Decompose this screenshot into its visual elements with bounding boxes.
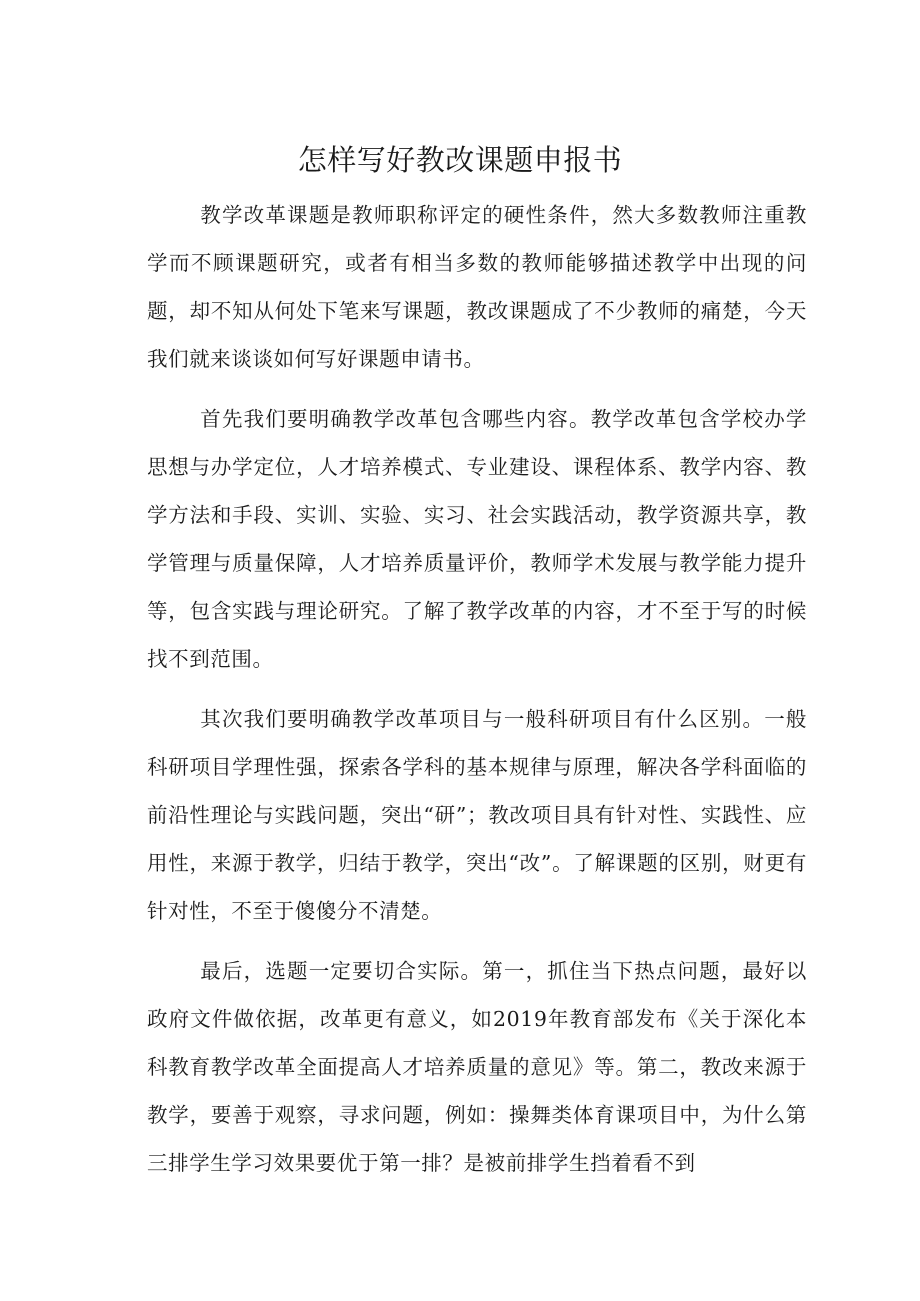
paragraph-topic-selection: 最后，选题一定要切合实际。第一，抓住当下热点问题，最好以政府文件做依据，改革更有意义，如2019年教育部发布《关于深化本科教育教学改革全面提高人才培养质量的意见》等。第二，教改来源于教学，要善于观察，寻求问题，例如：操舞类体育课项目中，为什么第三排学生学习效果要优于第一排？是被前排学生挡着看不到 [147, 959, 807, 1175]
paragraph-reform-content: 首先我们要明确教学改革包含哪些内容。教学改革包含学校办学思想与办学定位，人才培养模式、专业建设、课程体系、教学内容、教学方法和手段、实训、实验、实习、社会实践活动，教学资源共享，教学管理与质量保障，人才培养质量评价，教师学术发展与教学能力提升等，包含实践与理论研究。了解了教学改革的内容，才不至于写的时候找不到范围。 [147, 407, 807, 671]
paragraph-project-difference: 其次我们要明确教学改革项目与一般科研项目有什么区别。一般科研项目学理性强，探索各学科的基本规律与原理，解决各学科面临的前沿性理论与实践问题，突出“研”；教改项目具有针对性、实践性、应用性，来源于教学，归结于教学，突出“改”。了解课题的区别，财更有针对性，不至于傻傻分不清楚。 [147, 707, 807, 923]
paragraph-intro: 教学改革课题是教师职称评定的硬性条件，然大多数教师注重教学而不顾课题研究，或者有相当多数的教师能够描述教学中出现的问题，却不知从何处下笔来写课题，教改课题成了不少教师的痛楚，今天我们就来谈谈如何写好课题申请书。 [147, 203, 807, 371]
document-body [147, 191, 807, 1199]
document-title: 怎样写好教改课题申报书 [297, 143, 623, 177]
